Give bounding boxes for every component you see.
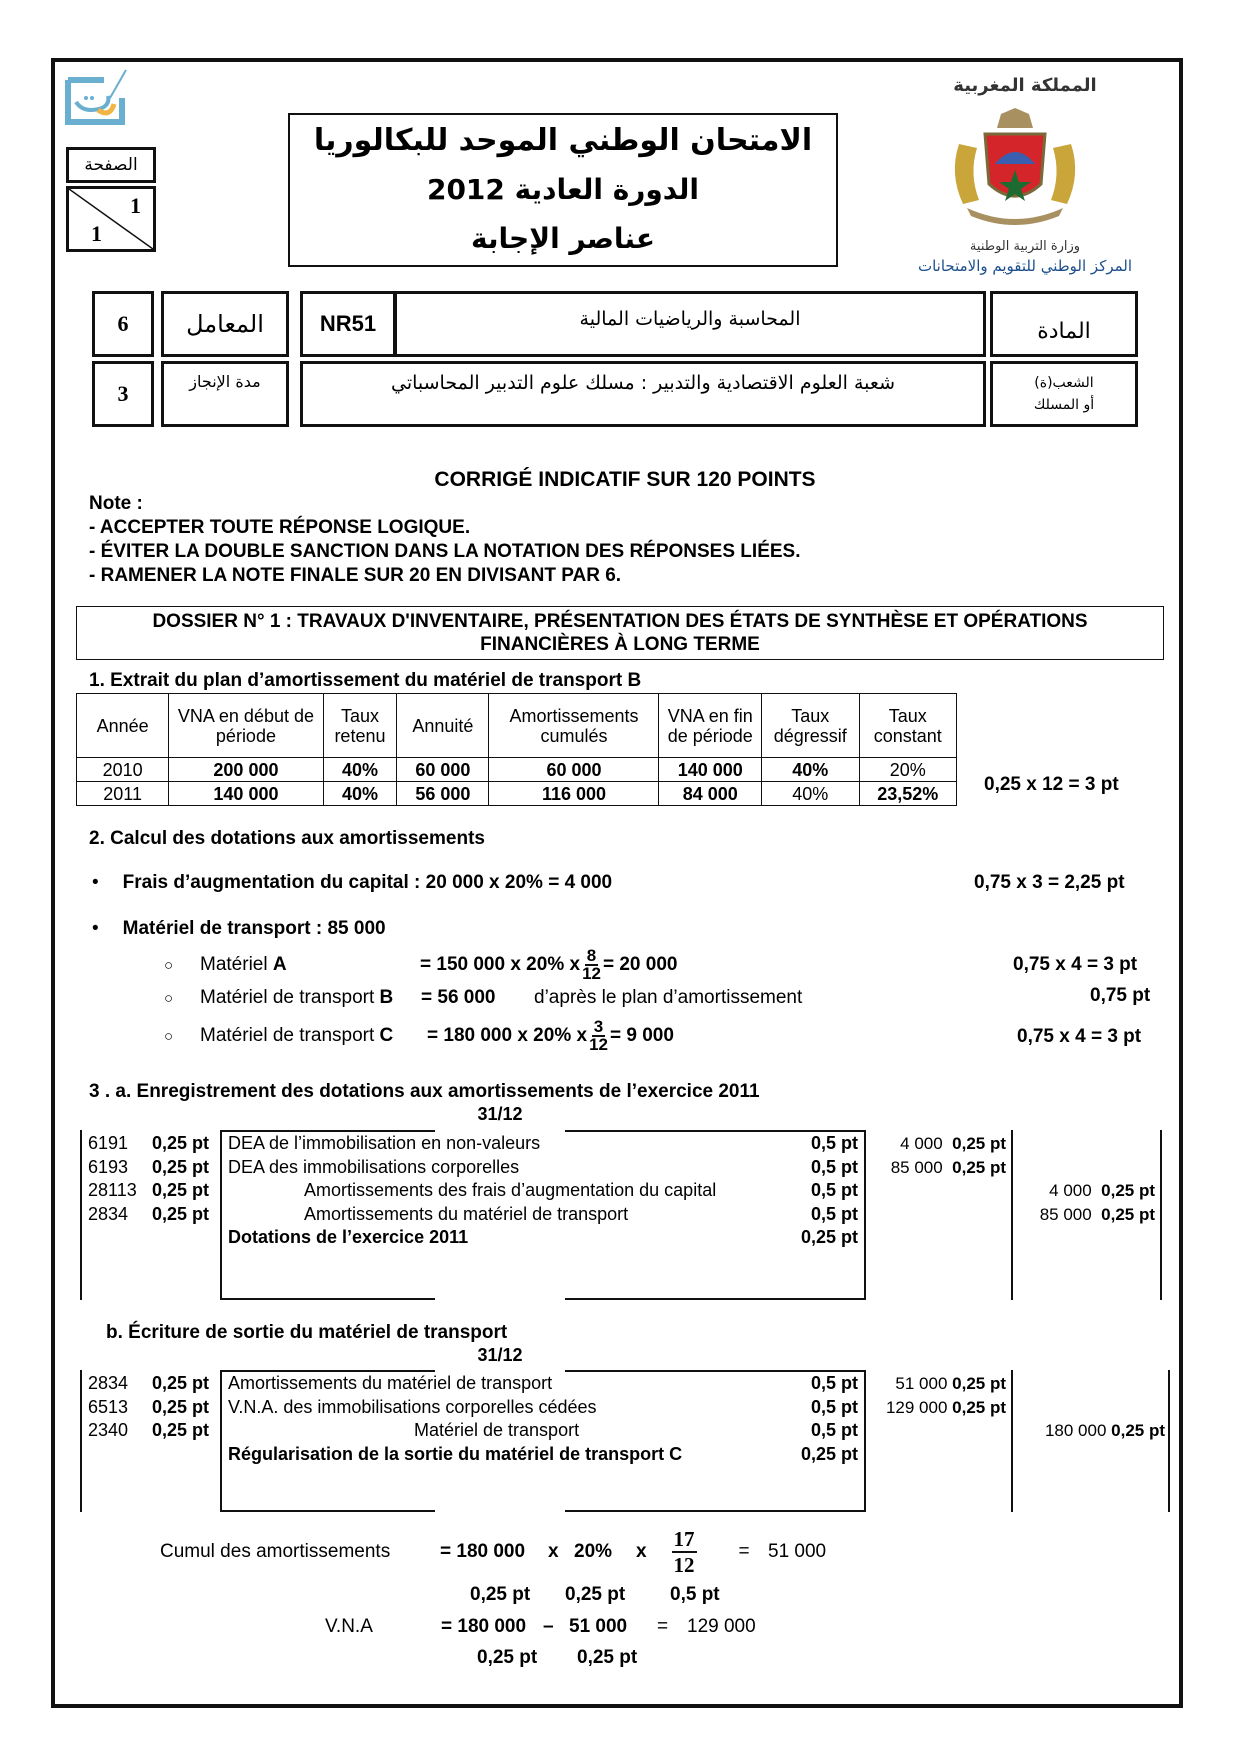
journal-line: Amortissements du matériel de transport 0,5 pt: [228, 1373, 858, 1393]
coefficient-label: المعامل: [161, 291, 289, 357]
section1-points: 0,25 x 12 = 3 pt: [984, 774, 1119, 795]
cumul-points: 0,25 pt 0,25 pt 0,5 pt: [470, 1584, 720, 1605]
vna-calculation: V.N.A = 180 000 – 51 000 = 129 000: [325, 1616, 756, 1637]
cell-year: 2010: [77, 758, 169, 782]
account-row: 2340 0,25 pt: [88, 1420, 210, 1440]
col-header: VNA en début de période: [169, 694, 323, 758]
circle-bullet-icon: ○: [164, 1027, 174, 1045]
credit-amount: 4 000 0,25 pt: [1049, 1181, 1155, 1200]
section2-title: 2. Calcul des dotations aux amortissements: [89, 828, 485, 849]
journal-b-debit: [868, 1372, 1006, 1419]
journal-a-credit: [1015, 1179, 1155, 1226]
materiel-a-points: 0,75 x 4 = 3 pt: [1013, 954, 1138, 975]
dossier-title-box: [76, 606, 1164, 660]
cell-year: 2011: [77, 782, 169, 806]
journal-date: 31/12: [477, 1104, 523, 1124]
table-row: [77, 782, 957, 806]
exam-title-line3: عناصر الإجابة: [471, 221, 655, 255]
debit-amount: 129 000 0,25 pt: [885, 1397, 1006, 1417]
subject-label: المادة: [990, 291, 1138, 357]
cell: 40%: [762, 758, 859, 782]
journal-left-border: [80, 1130, 82, 1300]
journal-date: 31/12: [477, 1345, 523, 1365]
branch-label-line2: أو المسلك: [1033, 397, 1095, 413]
debit-amount: 4 000 0,25 pt: [900, 1134, 1006, 1153]
col-header: VNA en fin de période: [659, 694, 762, 758]
col-header: Taux constant: [859, 694, 957, 758]
cnee-logo-icon: [64, 68, 128, 128]
journal-line: Amortissements du matériel de transport 0,5 pt: [304, 1203, 858, 1224]
col-header: Amortissements cumulés: [489, 694, 659, 758]
note-item: - ÉVITER LA DOUBLE SANCTION DANS LA NOTATION DES RÉPONSES LIÉES.: [89, 541, 801, 562]
account-row: 2834 0,25 pt: [88, 1203, 210, 1224]
materiel-c-line: ○ Matériel de transport C = 180 000 x 20% x $\frac{3}{12}$ = 9 000: [164, 1017, 674, 1054]
journal-b-labels: [228, 1372, 858, 1466]
cell: 60 000: [489, 758, 659, 782]
notes-block: [89, 492, 801, 588]
subject-cell: [300, 291, 986, 357]
cell: 40%: [323, 758, 397, 782]
vna-points: 0,25 pt 0,25 pt: [477, 1647, 638, 1668]
journal-a-labels: [228, 1132, 858, 1250]
journal-line: DEA des immobilisations corporelles 0,5 pt: [228, 1156, 858, 1177]
morocco-coat-of-arms-icon: [945, 104, 1085, 230]
bullet-icon: •: [92, 918, 99, 939]
table-header-row: [77, 694, 957, 758]
journal-line: DEA de l’immobilisation en non-valeurs 0,5 pt: [228, 1133, 858, 1153]
branch-label-line1: الشعب(ة): [1034, 375, 1094, 391]
cumul-label: Cumul des amortissements: [160, 1541, 391, 1562]
cell: 56 000: [397, 782, 489, 806]
circle-bullet-icon: ○: [164, 989, 174, 1007]
page-current: 1: [130, 193, 141, 218]
section1-title: 1. Extrait du plan d’amortissement du matériel de transport B: [89, 670, 642, 691]
fraction: $\frac{8}{12}$: [582, 946, 601, 983]
page-number-box: [66, 186, 156, 252]
frais-points: 0,75 x 3 = 2,25 pt: [974, 872, 1125, 893]
section3a-title: 3 . a. Enregistrement des dotations aux amortissements de l’exercice 2011: [89, 1081, 760, 1102]
page-total: 1: [91, 221, 102, 246]
journal-line: Dotations de l’exercice 2011 0,25 pt: [228, 1227, 858, 1247]
journal-b-accounts: [88, 1372, 209, 1443]
materiel-c-points: 0,75 x 4 = 3 pt: [1017, 1026, 1142, 1047]
bullet-materiel: • Matériel de transport : 85 000: [92, 918, 386, 939]
fraction: $\frac{3}{12}$: [589, 1017, 608, 1054]
circle-bullet-icon: ○: [164, 956, 174, 974]
journal-line: Matériel de transport 0,5 pt: [414, 1420, 858, 1440]
note-item: - ACCEPTER TOUTE RÉPONSE LOGIQUE.: [89, 517, 471, 538]
journal-a-debit: [868, 1132, 1006, 1179]
dossier-title-line1: DOSSIER N° 1 : TRAVAUX D'INVENTAIRE, PRÉSENTATION DES ÉTATS DE SYNTHÈSE ET OPÉRATIONS: [152, 611, 1088, 632]
cell: 60 000: [397, 758, 489, 782]
exam-title-line1: الامتحان الوطني الموحد للبكالوريا: [313, 122, 813, 158]
journal-line: V.N.A. des immobilisations corporelles cédées 0,5 pt: [228, 1396, 858, 1417]
bullet-icon: •: [92, 872, 99, 893]
col-header: Taux dégressif: [762, 694, 859, 758]
kingdom-label: المملكة المغربية: [953, 74, 1097, 96]
subject-name: المحاسبة والرياضيات المالية: [579, 308, 801, 330]
branch-name: شعبة العلوم الاقتصادية والتدبير : مسلك علوم التدبير المحاسباتي: [300, 361, 986, 427]
materiel-b-line: ○ Matériel de transport B = 56 000 d’après le plan d’amortissement: [164, 987, 803, 1008]
note-item: - RAMENER LA NOTE FINALE SUR 20 EN DIVISANT PAR 6.: [89, 565, 622, 586]
account-row: 2834 0,25 pt: [88, 1373, 210, 1393]
dossier-title-line2: FINANCIÈRES À LONG TERME: [480, 634, 760, 655]
account-row: 6513 0,25 pt: [88, 1396, 210, 1417]
col-header: Taux retenu: [323, 694, 397, 758]
credit-amount: 85 000 0,25 pt: [1039, 1204, 1155, 1224]
debit-amount: 51 000 0,25 pt: [895, 1374, 1006, 1393]
account-row: 6193 0,25 pt: [88, 1156, 210, 1177]
fraction: $\frac{17}{12}$: [673, 1527, 695, 1577]
account-row: 6191 0,25 pt: [88, 1133, 210, 1153]
duration-value: 3: [92, 361, 154, 427]
journal-a-accounts: [88, 1132, 209, 1226]
exam-title-box: [288, 113, 838, 267]
credit-amount: 180 000 0,25 pt: [1044, 1421, 1165, 1440]
cell: 40%: [323, 782, 397, 806]
cell: 20%: [859, 758, 957, 782]
cumul-calculation: Cumul des amortissements = 180 000 x 20% x $\frac{17}{12}$ = 51 000: [160, 1527, 827, 1577]
branch-label: [990, 361, 1138, 427]
journal-left-border: [80, 1370, 82, 1512]
corrige-title: CORRIGÉ INDICATIF SUR 120 POINTS: [434, 468, 816, 491]
materiel-b-points: 0,75 pt: [1090, 985, 1151, 1006]
evaluation-center-label: المركز الوطني للتقويم والامتحانات: [917, 257, 1133, 275]
subject-code: NR51: [303, 294, 397, 354]
duration-label: مدة الإنجاز: [161, 361, 289, 427]
account-row: 28113 0,25 pt: [88, 1180, 210, 1200]
cell: 200 000: [169, 758, 323, 782]
cell: 84 000: [659, 782, 762, 806]
cell: 140 000: [169, 782, 323, 806]
coefficient-value: 6: [92, 291, 154, 357]
debit-amount: 85 000 0,25 pt: [890, 1157, 1006, 1177]
note-label: Note :: [89, 493, 143, 514]
amortization-table: [76, 693, 957, 806]
section3b-title: b. Écriture de sortie du matériel de transport: [106, 1322, 508, 1343]
table-row: [77, 758, 957, 782]
cell: 40%: [762, 782, 859, 806]
journal-b-credit: [1015, 1419, 1165, 1443]
col-header: Année: [77, 694, 169, 758]
journal-line: Amortissements des frais d’augmentation du capital 0,5 pt: [304, 1180, 858, 1200]
cell: 116 000: [489, 782, 659, 806]
materiel-a-line: ○ Matériel A = 150 000 x 20% x $\frac{8}{12}$ = 20 000: [164, 946, 678, 983]
col-header: Annuité: [397, 694, 489, 758]
ministry-label: وزارة التربية الوطنية: [969, 238, 1081, 254]
cell: 23,52%: [859, 782, 957, 806]
cell: 140 000: [659, 758, 762, 782]
journal-line: Régularisation de la sortie du matériel de transport C 0,25 pt: [228, 1443, 858, 1464]
vna-label: V.N.A: [325, 1616, 373, 1637]
page-label: الصفحة: [66, 147, 156, 183]
bullet-frais: • Frais d’augmentation du capital : 20 000 x 20% = 4 000: [92, 872, 613, 893]
exam-title-line2: الدورة العادية 2012: [426, 172, 700, 206]
